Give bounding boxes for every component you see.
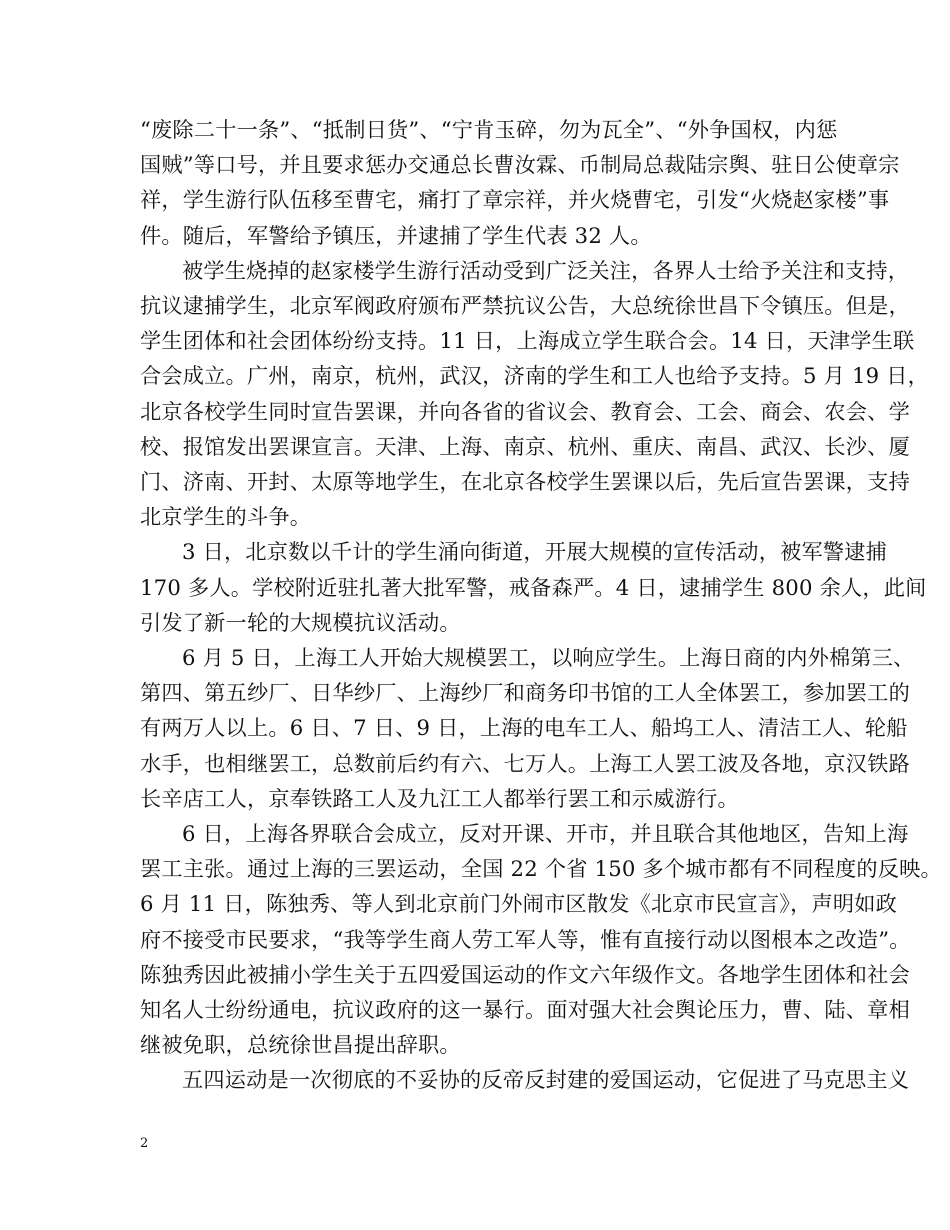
body-text (140, 112, 942, 1098)
text-line: 知名人士纷纷通电，抗议政府的这一暴行。面对强大社会舆论压力，曹、陆、章相 (140, 997, 910, 1023)
text-line: 件。随后，军警给予镇压，并逮捕了学生代表 32 人。 (140, 222, 652, 248)
text-line: 学生团体和社会团体纷纷支持。11 日，上海成立学生联合会。14 日，天津学生联 (140, 328, 915, 354)
text-line: 第四、第五纱厂、日华纱厂、上海纱厂和商务印书馆的工人全体罢工，参加罢工的 (140, 680, 910, 706)
text-line: 北京各校学生同时宣告罢课，并向各省的省议会、教育会、工会、商会、农会、学 (140, 398, 910, 424)
text-line: 抗议逮捕学生，北京军阀政府颁布严禁抗议公告，大总统徐世昌下令镇压。但是， (140, 293, 910, 319)
text-line: 引发了新一轮的大规模抗议活动。 (140, 609, 461, 635)
text-line: 水手，也相继罢工，总数前后约有六、七万人。上海工人罢工波及各地，京汉铁路 (140, 750, 910, 776)
text-line: 合会成立。广州，南京，杭州，武汉，济南的学生和工人也给予支持。5 月 19 日， (140, 363, 930, 389)
paragraph (140, 816, 942, 1062)
paragraph (140, 253, 930, 535)
text-line: 被学生烧掉的赵家楼学生游行活动受到广泛关注，各界人士给予关注和支持， (182, 257, 910, 283)
paragraph (140, 640, 915, 816)
text-line: 有两万人以上。6 日、7 日、9 日，上海的电车工人、船坞工人、清洁工人、轮船 (140, 715, 908, 741)
text-line: 罢工主张。通过上海的三罢运动，全国 22 个省 150 多个城市都有不同程度的反映。 (140, 856, 942, 882)
text-line: 府不接受市民要求，“我等学生商人劳工军人等，惟有直接行动以图根本之改造”。 (140, 926, 911, 952)
text-line: 170 多人。学校附近驻扎著大批军警，戒备森严。4 日，逮捕学生 800 余人，此间 (140, 574, 927, 600)
paragraph (140, 1062, 910, 1097)
text-line: 祥，学生游行队伍移至曹宅，痛打了章宗祥，并火烧曹宅，引发“火烧赵家楼”事 (140, 187, 890, 213)
paragraph (140, 534, 927, 640)
text-line: 长辛店工人，京奉铁路工人及九江工人都举行罢工和示威游行。 (140, 785, 739, 811)
text-line: 3 日，北京数以千计的学生涌向街道，开展大规模的宣传活动，被军警逮捕 (182, 539, 888, 565)
text-line: 国贼”等口号，并且要求惩办交通总长曹汝霖、币制局总裁陆宗舆、驻日公使章宗 (140, 152, 900, 178)
text-line: 校、报馆发出罢课宣言。天津、上海、南京、杭州、重庆、南昌、武汉、长沙、厦 (140, 433, 910, 459)
text-line: 门、济南、开封、太原等地学生，在北京各校学生罢课以后，先后宣告罢课，支持 (140, 469, 910, 495)
text-line: “废除二十一条”、“抵制日货”、“宁肯玉碎，勿为瓦全”、“外争国权，内惩 (140, 117, 838, 142)
page-number: 2 (140, 1136, 149, 1151)
text-line: 6 月 11 日，陈独秀、等人到北京前门外闹市区散发《北京市民宣言》，声明如政 (140, 891, 898, 917)
text-line: 五四运动是一次彻底的不妥协的反帝反封建的爱国运动，它促进了马克思主义 (182, 1067, 910, 1093)
text-line: 6 月 5 日，上海工人开始大规模罢工，以响应学生。上海日商的内外棉第三、 (182, 645, 915, 671)
text-line: 北京学生的斗争。 (140, 504, 312, 530)
text-line: 陈独秀因此被捕小学生关于五四爱国运动的作文六年级作文。各地学生团体和社会 (140, 961, 910, 987)
paragraph (140, 112, 900, 253)
text-line: 6 日，上海各界联合会成立，反对开课、开市，并且联合其他地区，告知上海 (182, 821, 909, 847)
text-line: 继被免职，总统徐世昌提出辞职。 (140, 1032, 461, 1058)
